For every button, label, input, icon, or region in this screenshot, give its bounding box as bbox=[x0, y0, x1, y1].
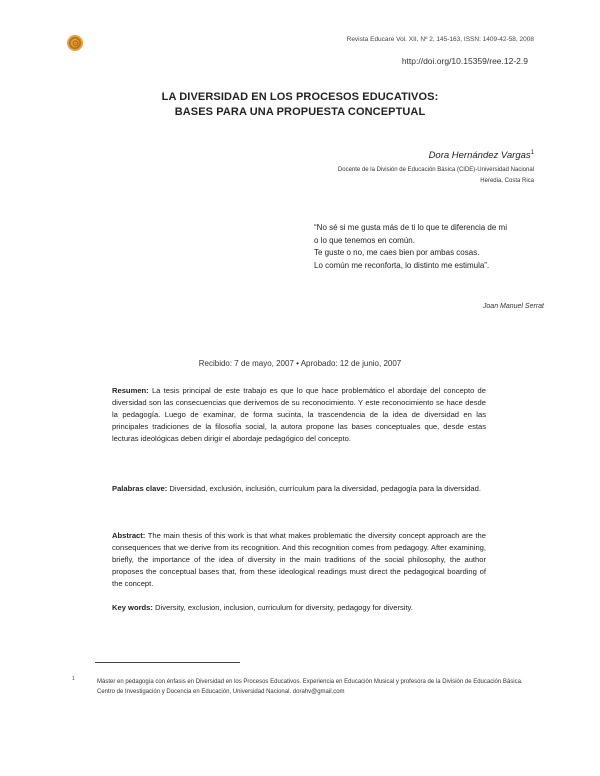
palabras-clave-label: Palabras clave: bbox=[112, 484, 168, 493]
footnote-text: Máster en pedagogía con énfasis en Diversidad en los Procesos Educativos. Experiencia en Educación Musical y profesora de la División de Educación Básica. Centro de Investigación y Docencia en Educación, Universidad Nacional. dorahv@gmail.com bbox=[97, 679, 523, 695]
received-approved-dates: Recibido: 7 de mayo, 2007 • Aprobado: 12 de junio, 2007 bbox=[198, 359, 402, 368]
journal-reference: Revista Educare Vol. XII, Nº 2, 145-163, ISSN: 1409-42-58, 2008 bbox=[346, 36, 534, 43]
doi-link[interactable]: http://doi.org/10.15359/ree.12-2.9 bbox=[401, 56, 528, 66]
spiral-logo-icon bbox=[66, 34, 84, 52]
palabras-clave-text: Diversidad, exclusión, inclusión, currículum para la diversidad, pedagogía para la diversidad. bbox=[167, 484, 481, 493]
keywords-text: Diversity, exclusion, inclusion, curriculum for diversity, pedagogy for diversity. bbox=[152, 603, 413, 612]
affiliation-line-2: Heredia, Costa Rica bbox=[480, 178, 534, 184]
author-affiliation bbox=[338, 165, 534, 187]
epigraph-quote bbox=[314, 222, 544, 272]
title-line-2: BASES PARA UNA PROPUESTA CONCEPTUAL bbox=[174, 106, 426, 118]
epigraph-author: Joan Manuel Serrat bbox=[482, 303, 544, 310]
article-title bbox=[0, 90, 600, 120]
footnote-mark: 1 bbox=[72, 676, 75, 682]
epigraph-line-1: “No sé si me gusta más de ti lo que te diferencia de mi bbox=[314, 223, 507, 232]
keywords-label: Key words: bbox=[112, 603, 153, 612]
keywords-paragraph bbox=[112, 602, 486, 614]
epigraph-line-4: Lo común me reconforta, lo distinto me estimula”. bbox=[314, 260, 490, 270]
abstract-paragraph bbox=[112, 530, 486, 590]
author-name: Dora Hernández Vargas bbox=[428, 150, 531, 162]
resumen-label: Resumen: bbox=[112, 386, 149, 395]
title-line-1: LA DIVERSIDAD EN LOS PROCESOS EDUCATIVOS: bbox=[161, 91, 439, 103]
abstract-label: Abstract: bbox=[112, 531, 146, 540]
author-name-block bbox=[429, 150, 534, 161]
epigraph-line-2: o lo que tenemos en común. bbox=[314, 235, 415, 245]
resumen-paragraph bbox=[112, 385, 486, 445]
epigraph-line-3: Te guste o no, me caes bien por ambas cosas. bbox=[314, 248, 480, 257]
affiliation-line-1: Docente de la División de Educación Básica (CIDE)-Universidad Nacional bbox=[337, 167, 534, 173]
author-footnote-mark: 1 bbox=[530, 150, 534, 156]
abstract-text: The main thesis of this work is that what makes problematic the diversity concept approach are the consequences that we derive from its recognition. And this recognition comes from pedagogy. After examining, briefly, the importance of the idea of diversity in the main traditions of the social philosophy, the author proposes the conceptual bases that, from these ideological readings must direct the pedagogical boarding of the concept. bbox=[112, 531, 486, 588]
resumen-text: La tesis principal de este trabajo es que lo que hace problemático el abordaje del concepto de diversidad son las consecuencias que derivemos de su reconocimiento. Y este reconocimiento se hace desde la pedagogía. Luego de examinar, de forma sucinta, la trascendencia de la idea de diversidad en las principales tradiciones de la filosofía social, la autora propone las bases conceptuales que, desde estas lecturas ideológicas deben dirigir el abordaje pedagógico del concepto. bbox=[112, 386, 486, 443]
palabras-clave-paragraph bbox=[112, 483, 486, 495]
footnote-divider bbox=[95, 662, 240, 663]
